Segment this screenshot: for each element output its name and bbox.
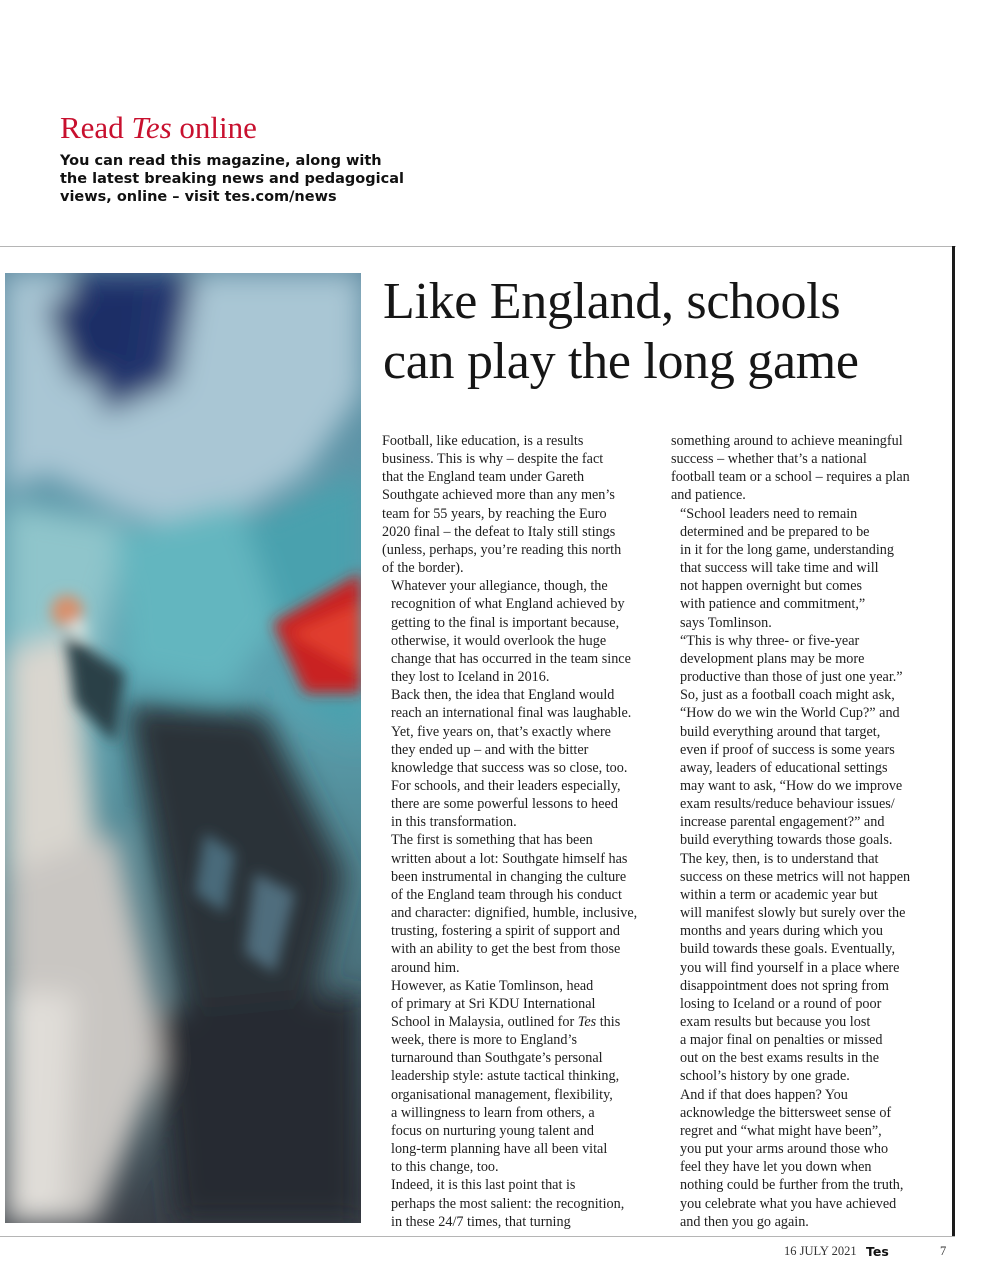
article-line: turnaround than Southgate’s personal — [391, 1050, 603, 1067]
article-line: school’s history by one grade. — [680, 1068, 850, 1085]
article-line: says Tomlinson. — [680, 614, 772, 631]
article-line: build everything towards those goals. — [680, 832, 893, 849]
headline-line: Like England, schools — [383, 273, 841, 330]
article-line: exam results but because you lost — [680, 1014, 871, 1030]
page-number: 7 — [940, 1244, 947, 1258]
football-flag-photo — [5, 273, 361, 1223]
article-line: Football, like education, is a results — [382, 433, 584, 449]
article-line: focus on nurturing young talent and — [391, 1122, 594, 1139]
article-line: and character: dignified, humble, inclusive, — [391, 905, 638, 922]
promo-title-post: online — [171, 110, 257, 145]
article-line: otherwise, it would overlook the huge — [391, 632, 607, 649]
article-paragraph — [382, 1176, 666, 1230]
article-line: build everything around that target, — [680, 723, 881, 740]
article-line: even if proof of success is some years — [680, 741, 895, 758]
promo-title-pre: Read — [60, 110, 132, 145]
article-line: knowledge that success was so close, too. — [391, 759, 628, 776]
promo-text-line: You can read this magazine, along with — [60, 153, 382, 169]
article-line: there are some powerful lessons to heed — [391, 796, 618, 813]
article-line: out on the best exams results in the — [680, 1050, 879, 1067]
article-line: leadership style: astute tactical thinking, — [391, 1068, 620, 1085]
bottom-rule — [0, 1236, 955, 1237]
article-line: will manifest slowly but surely over the — [680, 905, 906, 922]
article-line: of the border). — [382, 560, 464, 577]
article-line: long-term planning have all been vital — [391, 1141, 608, 1158]
footer-brand: Tes — [866, 1244, 889, 1259]
article-line: with an ability to get the best from those — [391, 941, 621, 958]
article-line: development plans may be more — [680, 650, 865, 667]
promo-text-line: views, online – visit tes.com/news — [60, 189, 337, 205]
article-line: And if that does happen? You — [680, 1086, 848, 1103]
article-line: a willingness to learn from others, a — [391, 1104, 595, 1121]
article-line: week, there is more to England’s — [391, 1032, 577, 1049]
article-paragraph — [382, 977, 666, 1177]
article-line: losing to Iceland or a round of poor — [680, 995, 882, 1012]
article-headline — [383, 272, 953, 392]
article-paragraph — [671, 632, 955, 686]
article-line: organisational management, flexibility, — [391, 1086, 613, 1103]
article-line: recognition of what England achieved by — [391, 596, 625, 613]
article-line: of primary at Sri KDU International — [391, 995, 596, 1012]
article-line: The first is something that has been — [391, 832, 593, 849]
article-line: productive than those of just one year.” — [680, 669, 903, 686]
article-line: regret and “what might have been”, — [680, 1122, 882, 1139]
headline-line: can play the long game — [383, 333, 859, 390]
article-line: they lost to Iceland in 2016. — [391, 669, 550, 686]
article-line: something around to achieve meaningful — [671, 433, 903, 449]
promo-text-line: the latest breaking news and pedagogical — [60, 171, 404, 187]
article-line: team for 55 years, by reaching the Euro — [382, 505, 607, 522]
article-line: that success will take time and will — [680, 560, 879, 577]
promo-text — [60, 152, 420, 206]
article-line: “This is why three- or five-year — [680, 632, 860, 649]
article-photo — [5, 273, 361, 1223]
article-line: football team or a school – requires a plan — [671, 469, 910, 486]
article-line: away, leaders of educational settings — [680, 759, 888, 776]
article-line: been instrumental in changing the culture — [391, 868, 627, 885]
article-line: you celebrate what you have achieved — [680, 1195, 897, 1212]
article-line: that the England team under Gareth — [382, 469, 585, 486]
article-paragraph — [671, 850, 955, 1086]
article-paragraph — [671, 505, 955, 632]
article-line: a major final on penalties or missed — [680, 1032, 883, 1049]
footer-date: 16 JULY 2021 — [784, 1244, 857, 1258]
top-rule — [0, 246, 956, 247]
article-paragraph — [671, 1086, 955, 1231]
article-line: The key, then, is to understand that — [680, 850, 879, 867]
article-paragraph — [382, 577, 666, 686]
promo-title-brand: Tes — [131, 110, 172, 145]
article-line: (unless, perhaps, you’re reading this north — [382, 541, 622, 558]
article-line: you put your arms around those who — [680, 1141, 889, 1158]
article-line: Southgate achieved more than any men’s — [382, 487, 615, 504]
article-line: “School leaders need to remain — [680, 505, 858, 522]
article-paragraph — [382, 831, 666, 976]
article-line: “How do we win the World Cup?” and — [680, 705, 900, 722]
article-line: and then you go again. — [680, 1213, 809, 1230]
article-line: trusting, fostering a spirit of support and — [391, 923, 620, 940]
article-line: in this transformation. — [391, 814, 517, 831]
promo-title — [60, 110, 257, 146]
article-line: with patience and commitment,” — [680, 596, 866, 613]
article-line: you will find yourself in a place where — [680, 959, 900, 976]
article-line: Back then, the idea that England would — [391, 687, 615, 704]
article-line: months and years during which you — [680, 923, 883, 940]
article-paragraph — [382, 686, 666, 831]
article-line: acknowledge the bittersweet sense of — [680, 1104, 892, 1121]
article-line: Whatever your allegiance, though, the — [391, 578, 608, 595]
article-line: may want to ask, “How do we improve — [680, 777, 903, 794]
article-paragraph — [382, 432, 666, 577]
article-line: determined and be prepared to be — [680, 523, 870, 540]
article-line: success on these metrics will not happen — [680, 868, 911, 885]
article-line: within a term or academic year but — [680, 886, 878, 903]
article-line: reach an international final was laughable. — [391, 705, 632, 722]
article-line: business. This is why – despite the fact — [382, 451, 604, 468]
article-line: For schools, and their leaders especially, — [391, 777, 621, 794]
article-line: Indeed, it is this last point that is — [391, 1177, 576, 1194]
article-line: in these 24/7 times, that turning — [391, 1213, 571, 1230]
article-line: change that has occurred in the team since — [391, 650, 631, 667]
article-line: in it for the long game, understanding — [680, 541, 894, 558]
article-line: getting to the final is important because, — [391, 614, 620, 631]
article-line: feel they have let you down when — [680, 1159, 872, 1176]
article-paragraph — [671, 432, 955, 505]
article-line: and patience. — [671, 487, 746, 504]
article-column-2 — [671, 432, 955, 1231]
article-line: However, as Katie Tomlinson, head — [391, 977, 594, 994]
article-line: School in Malaysia, outlined for Tes this — [391, 1014, 621, 1030]
article-line: Yet, five years on, that’s exactly where — [391, 723, 611, 740]
article-line: of the England team through his conduct — [391, 886, 622, 903]
article-line: to this change, too. — [391, 1159, 499, 1176]
article-line: increase parental engagement?” and — [680, 814, 885, 831]
article-line: not happen overnight but comes — [680, 578, 863, 595]
article-line: written about a lot: Southgate himself has — [391, 850, 628, 867]
article-line: build towards these goals. Eventually, — [680, 941, 896, 958]
article-line: perhaps the most salient: the recognition, — [391, 1195, 625, 1212]
article-line: 2020 final – the defeat to Italy still stings — [382, 523, 616, 540]
article-line: they ended up – and with the bitter — [391, 741, 589, 758]
article-line: nothing could be further from the truth, — [680, 1177, 904, 1194]
article-line: exam results/reduce behaviour issues/ — [680, 796, 895, 813]
article-line: So, just as a football coach might ask, — [680, 687, 895, 704]
article-paragraph — [671, 686, 955, 849]
article-line: disappointment does not spring from — [680, 977, 889, 994]
article-column-1 — [382, 432, 666, 1231]
article-line: success – whether that’s a national — [671, 451, 867, 468]
article-line: around him. — [391, 959, 460, 976]
